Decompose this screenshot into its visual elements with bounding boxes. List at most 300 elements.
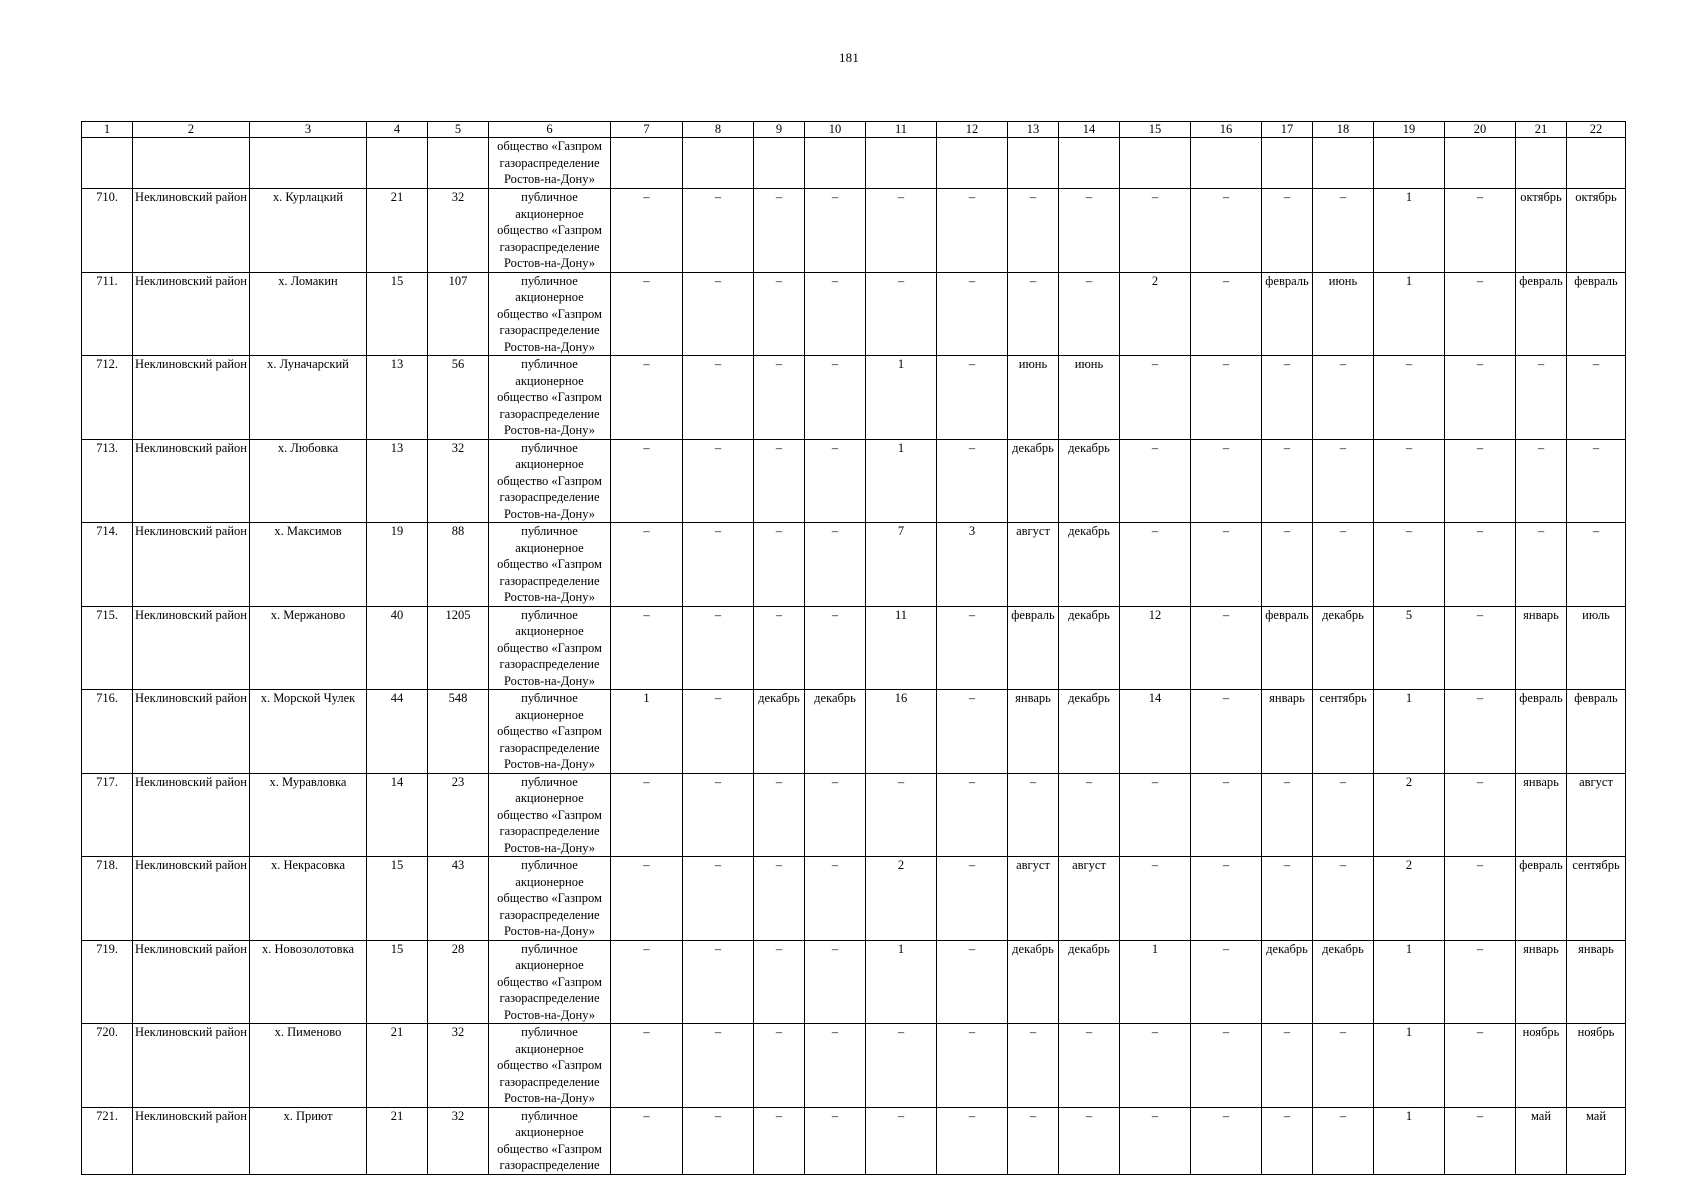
cell-col-16: – <box>1191 356 1262 440</box>
table-row <box>82 356 1626 440</box>
cell-col-11: 1 <box>866 356 937 440</box>
cell-col-10: – <box>805 940 866 1024</box>
cell-row-number: 720. <box>82 1024 133 1108</box>
cell-district: Неклиновский район <box>133 1107 250 1174</box>
cell-col-7: – <box>611 857 683 941</box>
cell-col-16: – <box>1191 773 1262 857</box>
cell-col-19: 2 <box>1374 857 1445 941</box>
table-row <box>82 1024 1626 1108</box>
cell-col-19: 1 <box>1374 940 1445 1024</box>
cell-col-5: 32 <box>428 189 489 273</box>
cell-col-8: – <box>683 690 754 774</box>
cell-col-15: – <box>1120 523 1191 607</box>
cell-col-21: февраль <box>1516 272 1567 356</box>
cell-col-5: 548 <box>428 690 489 774</box>
cell-col-8: – <box>683 523 754 607</box>
cell-organization: публичное акционерное общество «Газпром газораспределение Ростов-на-Дону» <box>489 272 611 356</box>
cell-col-19: 1 <box>1374 1107 1445 1174</box>
column-header-col-4: 4 <box>367 122 428 138</box>
cell-col-9: – <box>754 606 805 690</box>
cell-col-7: – <box>611 773 683 857</box>
cell-organization: публичное акционерное общество «Газпром газораспределение Ростов-на-Дону» <box>489 940 611 1024</box>
cell-col-21: февраль <box>1516 690 1567 774</box>
cell-col-5: 107 <box>428 272 489 356</box>
cell-col-13: декабрь <box>1008 439 1059 523</box>
column-header-col-10: 10 <box>805 122 866 138</box>
column-header-settlement: 3 <box>250 122 367 138</box>
cell-col-8: – <box>683 773 754 857</box>
cell-col-11: 2 <box>866 857 937 941</box>
cell-settlement: х. Морской Чулек <box>250 690 367 774</box>
cell-col-18 <box>1313 138 1374 189</box>
cell-col-10: – <box>805 356 866 440</box>
cell-col-18: декабрь <box>1313 606 1374 690</box>
cell-col-17: декабрь <box>1262 940 1313 1024</box>
cell-col-9: – <box>754 439 805 523</box>
cell-organization: публичное акционерное общество «Газпром газораспределение Ростов-на-Дону» <box>489 523 611 607</box>
cell-col-18: – <box>1313 857 1374 941</box>
table-row <box>82 523 1626 607</box>
cell-col-20: – <box>1445 940 1516 1024</box>
cell-organization: публичное акционерное общество «Газпром газораспределение Ростов-на-Дону» <box>489 690 611 774</box>
cell-organization: публичное акционерное общество «Газпром газораспределение Ростов-на-Дону» <box>489 606 611 690</box>
cell-col-15: – <box>1120 356 1191 440</box>
cell-row-number: 711. <box>82 272 133 356</box>
table-row <box>82 189 1626 273</box>
cell-col-21: январь <box>1516 773 1567 857</box>
cell-col-20 <box>1445 138 1516 189</box>
cell-col-4: 21 <box>367 1107 428 1174</box>
cell-col-20: – <box>1445 189 1516 273</box>
cell-col-20: – <box>1445 356 1516 440</box>
cell-col-12: – <box>937 1107 1008 1174</box>
cell-col-15: 2 <box>1120 272 1191 356</box>
cell-col-12: – <box>937 439 1008 523</box>
cell-col-20: – <box>1445 773 1516 857</box>
cell-col-12: 3 <box>937 523 1008 607</box>
cell-col-12 <box>937 138 1008 189</box>
column-header-col-12: 12 <box>937 122 1008 138</box>
cell-col-11: – <box>866 773 937 857</box>
cell-col-7: – <box>611 356 683 440</box>
cell-col-5: 88 <box>428 523 489 607</box>
cell-col-4: 15 <box>367 272 428 356</box>
table-row <box>82 439 1626 523</box>
cell-col-12: – <box>937 189 1008 273</box>
cell-col-4: 13 <box>367 439 428 523</box>
cell-col-19: – <box>1374 356 1445 440</box>
cell-col-16: – <box>1191 523 1262 607</box>
cell-col-9: – <box>754 857 805 941</box>
cell-col-14: декабрь <box>1059 606 1120 690</box>
cell-col-20: – <box>1445 690 1516 774</box>
cell-organization: публичное акционерное общество «Газпром газораспределение Ростов-на-Дону» <box>489 189 611 273</box>
cell-col-4: 15 <box>367 857 428 941</box>
cell-col-7: – <box>611 439 683 523</box>
cell-col-17: – <box>1262 773 1313 857</box>
cell-col-16: – <box>1191 940 1262 1024</box>
cell-col-19: 1 <box>1374 1024 1445 1108</box>
cell-col-21: май <box>1516 1107 1567 1174</box>
cell-organization: публичное акционерное общество «Газпром газораспределение Ростов-на-Дону» <box>489 773 611 857</box>
cell-row-number: 715. <box>82 606 133 690</box>
cell-col-18: сентябрь <box>1313 690 1374 774</box>
cell-col-7: – <box>611 606 683 690</box>
column-header-row-number: 1 <box>82 122 133 138</box>
cell-col-15: – <box>1120 439 1191 523</box>
cell-col-18: июнь <box>1313 272 1374 356</box>
cell-col-12: – <box>937 272 1008 356</box>
cell-row-number: 716. <box>82 690 133 774</box>
cell-row-number <box>82 138 133 189</box>
cell-settlement: х. Некрасовка <box>250 857 367 941</box>
column-header-col-9: 9 <box>754 122 805 138</box>
cell-col-21: – <box>1516 439 1567 523</box>
cell-col-10: – <box>805 606 866 690</box>
cell-district: Неклиновский район <box>133 272 250 356</box>
cell-row-number: 719. <box>82 940 133 1024</box>
cell-col-8: – <box>683 439 754 523</box>
cell-col-15: 12 <box>1120 606 1191 690</box>
cell-col-22: август <box>1567 773 1626 857</box>
cell-col-16: – <box>1191 439 1262 523</box>
cell-row-number: 714. <box>82 523 133 607</box>
cell-col-4: 13 <box>367 356 428 440</box>
cell-col-22: октябрь <box>1567 189 1626 273</box>
column-header-col-15: 15 <box>1120 122 1191 138</box>
cell-col-12: – <box>937 1024 1008 1108</box>
cell-col-20: – <box>1445 857 1516 941</box>
cell-col-11: – <box>866 1107 937 1174</box>
table-row <box>82 1107 1626 1174</box>
cell-col-15: 1 <box>1120 940 1191 1024</box>
cell-col-11: – <box>866 189 937 273</box>
cell-col-11: 16 <box>866 690 937 774</box>
cell-col-7: – <box>611 189 683 273</box>
column-header-col-11: 11 <box>866 122 937 138</box>
column-header-district: 2 <box>133 122 250 138</box>
cell-col-17: февраль <box>1262 272 1313 356</box>
cell-col-5: 1205 <box>428 606 489 690</box>
cell-col-15: – <box>1120 1024 1191 1108</box>
cell-district: Неклиновский район <box>133 356 250 440</box>
cell-col-21 <box>1516 138 1567 189</box>
cell-settlement: х. Приют <box>250 1107 367 1174</box>
cell-organization: публичное акционерное общество «Газпром газораспределение <box>489 1107 611 1174</box>
cell-col-11: – <box>866 1024 937 1108</box>
cell-col-16: – <box>1191 272 1262 356</box>
cell-col-11 <box>866 138 937 189</box>
cell-row-number: 710. <box>82 189 133 273</box>
cell-col-15: – <box>1120 857 1191 941</box>
cell-col-19: 1 <box>1374 690 1445 774</box>
cell-col-21: – <box>1516 523 1567 607</box>
cell-col-4: 40 <box>367 606 428 690</box>
cell-col-20: – <box>1445 439 1516 523</box>
cell-settlement: х. Мержаново <box>250 606 367 690</box>
cell-col-5: 32 <box>428 439 489 523</box>
column-header-col-19: 19 <box>1374 122 1445 138</box>
cell-col-21: январь <box>1516 606 1567 690</box>
cell-col-16: – <box>1191 690 1262 774</box>
cell-col-13: – <box>1008 773 1059 857</box>
cell-col-14: – <box>1059 272 1120 356</box>
cell-col-19: 1 <box>1374 272 1445 356</box>
cell-col-12: – <box>937 857 1008 941</box>
cell-col-13: – <box>1008 1024 1059 1108</box>
cell-settlement: х. Максимов <box>250 523 367 607</box>
cell-col-7: – <box>611 1024 683 1108</box>
cell-col-17: – <box>1262 857 1313 941</box>
cell-col-5: 32 <box>428 1024 489 1108</box>
table-row <box>82 690 1626 774</box>
cell-col-17: – <box>1262 523 1313 607</box>
cell-col-17: – <box>1262 189 1313 273</box>
cell-col-5: 32 <box>428 1107 489 1174</box>
cell-col-19: 2 <box>1374 773 1445 857</box>
cell-col-7: – <box>611 1107 683 1174</box>
cell-col-9: – <box>754 1024 805 1108</box>
cell-col-17: – <box>1262 1107 1313 1174</box>
cell-col-8: – <box>683 940 754 1024</box>
cell-col-22: февраль <box>1567 690 1626 774</box>
cell-col-19 <box>1374 138 1445 189</box>
cell-settlement: х. Муравловка <box>250 773 367 857</box>
cell-col-9: – <box>754 272 805 356</box>
cell-col-4: 14 <box>367 773 428 857</box>
cell-col-14: декабрь <box>1059 523 1120 607</box>
cell-col-10: – <box>805 857 866 941</box>
cell-col-9: – <box>754 1107 805 1174</box>
cell-col-13: – <box>1008 272 1059 356</box>
cell-settlement: х. Луначарский <box>250 356 367 440</box>
cell-col-13: июнь <box>1008 356 1059 440</box>
column-header-col-17: 17 <box>1262 122 1313 138</box>
cell-col-8: – <box>683 1107 754 1174</box>
cell-col-12: – <box>937 606 1008 690</box>
cell-col-9: декабрь <box>754 690 805 774</box>
cell-col-16: – <box>1191 1107 1262 1174</box>
cell-col-5 <box>428 138 489 189</box>
cell-col-19: 5 <box>1374 606 1445 690</box>
cell-col-15 <box>1120 138 1191 189</box>
cell-col-20: – <box>1445 1107 1516 1174</box>
cell-district: Неклиновский район <box>133 773 250 857</box>
cell-col-12: – <box>937 690 1008 774</box>
column-header-col-21: 21 <box>1516 122 1567 138</box>
cell-col-20: – <box>1445 272 1516 356</box>
cell-col-10: – <box>805 523 866 607</box>
cell-col-5: 43 <box>428 857 489 941</box>
cell-col-11: – <box>866 272 937 356</box>
column-header-col-14: 14 <box>1059 122 1120 138</box>
column-header-organization: 6 <box>489 122 611 138</box>
cell-col-4: 21 <box>367 189 428 273</box>
cell-col-14: – <box>1059 1107 1120 1174</box>
cell-col-21: ноябрь <box>1516 1024 1567 1108</box>
cell-col-17 <box>1262 138 1313 189</box>
cell-col-9: – <box>754 523 805 607</box>
cell-col-13: – <box>1008 189 1059 273</box>
cell-organization: публичное акционерное общество «Газпром газораспределение Ростов-на-Дону» <box>489 356 611 440</box>
column-header-col-8: 8 <box>683 122 754 138</box>
cell-col-8: – <box>683 272 754 356</box>
cell-col-10: – <box>805 1024 866 1108</box>
cell-col-7: – <box>611 272 683 356</box>
cell-col-8: – <box>683 1024 754 1108</box>
cell-col-8: – <box>683 857 754 941</box>
cell-col-9: – <box>754 940 805 1024</box>
cell-district: Неклиновский район <box>133 690 250 774</box>
cell-col-10: – <box>805 1107 866 1174</box>
cell-col-17: февраль <box>1262 606 1313 690</box>
cell-row-number: 718. <box>82 857 133 941</box>
cell-col-22 <box>1567 138 1626 189</box>
cell-settlement <box>250 138 367 189</box>
cell-col-10 <box>805 138 866 189</box>
cell-row-number: 717. <box>82 773 133 857</box>
cell-col-9: – <box>754 773 805 857</box>
cell-col-8 <box>683 138 754 189</box>
cell-col-11: 1 <box>866 439 937 523</box>
cell-col-22: июль <box>1567 606 1626 690</box>
cell-col-5: 28 <box>428 940 489 1024</box>
cell-col-18: – <box>1313 356 1374 440</box>
column-header-col-22: 22 <box>1567 122 1626 138</box>
cell-col-21: февраль <box>1516 857 1567 941</box>
cell-col-16: – <box>1191 189 1262 273</box>
cell-settlement: х. Ломакин <box>250 272 367 356</box>
cell-col-18: декабрь <box>1313 940 1374 1024</box>
cell-settlement: х. Новозолотовка <box>250 940 367 1024</box>
cell-col-13: январь <box>1008 690 1059 774</box>
cell-col-22: февраль <box>1567 272 1626 356</box>
cell-col-18: – <box>1313 1024 1374 1108</box>
cell-col-15: – <box>1120 773 1191 857</box>
cell-col-14: декабрь <box>1059 690 1120 774</box>
cell-col-11: 1 <box>866 940 937 1024</box>
cell-col-8: – <box>683 356 754 440</box>
cell-col-4: 19 <box>367 523 428 607</box>
header-row <box>82 122 1626 138</box>
table-row <box>82 606 1626 690</box>
cell-col-15: – <box>1120 1107 1191 1174</box>
cell-col-18: – <box>1313 189 1374 273</box>
cell-col-22: январь <box>1567 940 1626 1024</box>
cell-col-4: 21 <box>367 1024 428 1108</box>
cell-col-16: – <box>1191 606 1262 690</box>
cell-col-21: октябрь <box>1516 189 1567 273</box>
cell-col-15: 14 <box>1120 690 1191 774</box>
cell-col-11: 11 <box>866 606 937 690</box>
column-header-col-16: 16 <box>1191 122 1262 138</box>
cell-col-18: – <box>1313 523 1374 607</box>
cell-settlement: х. Любовка <box>250 439 367 523</box>
cell-col-17: – <box>1262 356 1313 440</box>
cell-col-18: – <box>1313 439 1374 523</box>
column-header-col-5: 5 <box>428 122 489 138</box>
cell-col-10: – <box>805 773 866 857</box>
table-row <box>82 857 1626 941</box>
table-row <box>82 940 1626 1024</box>
cell-col-9 <box>754 138 805 189</box>
cell-col-17: январь <box>1262 690 1313 774</box>
cell-col-13: август <box>1008 857 1059 941</box>
cell-col-7: – <box>611 940 683 1024</box>
column-header-col-20: 20 <box>1445 122 1516 138</box>
column-header-col-18: 18 <box>1313 122 1374 138</box>
cell-col-13: декабрь <box>1008 940 1059 1024</box>
cell-col-12: – <box>937 356 1008 440</box>
cell-col-14: декабрь <box>1059 940 1120 1024</box>
cell-col-19: – <box>1374 523 1445 607</box>
cell-col-8: – <box>683 606 754 690</box>
cell-col-15: – <box>1120 189 1191 273</box>
cell-col-22: май <box>1567 1107 1626 1174</box>
cell-district: Неклиновский район <box>133 940 250 1024</box>
cell-col-17: – <box>1262 1024 1313 1108</box>
cell-col-17: – <box>1262 439 1313 523</box>
gasification-table <box>81 121 1626 1175</box>
cell-col-22: ноябрь <box>1567 1024 1626 1108</box>
cell-col-8: – <box>683 189 754 273</box>
cell-col-4: 44 <box>367 690 428 774</box>
cell-col-4 <box>367 138 428 189</box>
cell-col-16 <box>1191 138 1262 189</box>
cell-col-7 <box>611 138 683 189</box>
cell-col-11: 7 <box>866 523 937 607</box>
cell-col-5: 56 <box>428 356 489 440</box>
cell-col-22: – <box>1567 523 1626 607</box>
table-row <box>82 272 1626 356</box>
cell-col-20: – <box>1445 606 1516 690</box>
cell-col-7: – <box>611 523 683 607</box>
cell-district: Неклиновский район <box>133 189 250 273</box>
cell-row-number: 712. <box>82 356 133 440</box>
cell-col-14: – <box>1059 189 1120 273</box>
cell-settlement: х. Пименово <box>250 1024 367 1108</box>
table-row <box>82 773 1626 857</box>
cell-col-12: – <box>937 940 1008 1024</box>
cell-col-13: – <box>1008 1107 1059 1174</box>
cell-organization: публичное акционерное общество «Газпром газораспределение Ростов-на-Дону» <box>489 1024 611 1108</box>
column-header-col-13: 13 <box>1008 122 1059 138</box>
cell-organization: публичное акционерное общество «Газпром газораспределение Ростов-на-Дону» <box>489 857 611 941</box>
cell-settlement: х. Курлацкий <box>250 189 367 273</box>
cell-col-13: февраль <box>1008 606 1059 690</box>
cell-col-14: – <box>1059 1024 1120 1108</box>
cell-col-14: – <box>1059 773 1120 857</box>
cell-col-19: 1 <box>1374 189 1445 273</box>
cell-col-22: – <box>1567 439 1626 523</box>
cell-col-12: – <box>937 773 1008 857</box>
cell-col-21: январь <box>1516 940 1567 1024</box>
cell-col-5: 23 <box>428 773 489 857</box>
cell-col-20: – <box>1445 523 1516 607</box>
cell-col-13 <box>1008 138 1059 189</box>
cell-col-19: – <box>1374 439 1445 523</box>
cell-col-22: – <box>1567 356 1626 440</box>
cell-col-9: – <box>754 189 805 273</box>
cell-col-10: декабрь <box>805 690 866 774</box>
cell-col-16: – <box>1191 1024 1262 1108</box>
cell-row-number: 713. <box>82 439 133 523</box>
cell-col-16: – <box>1191 857 1262 941</box>
cell-col-18: – <box>1313 773 1374 857</box>
cell-col-22: сентябрь <box>1567 857 1626 941</box>
cell-district: Неклиновский район <box>133 439 250 523</box>
cell-col-20: – <box>1445 1024 1516 1108</box>
